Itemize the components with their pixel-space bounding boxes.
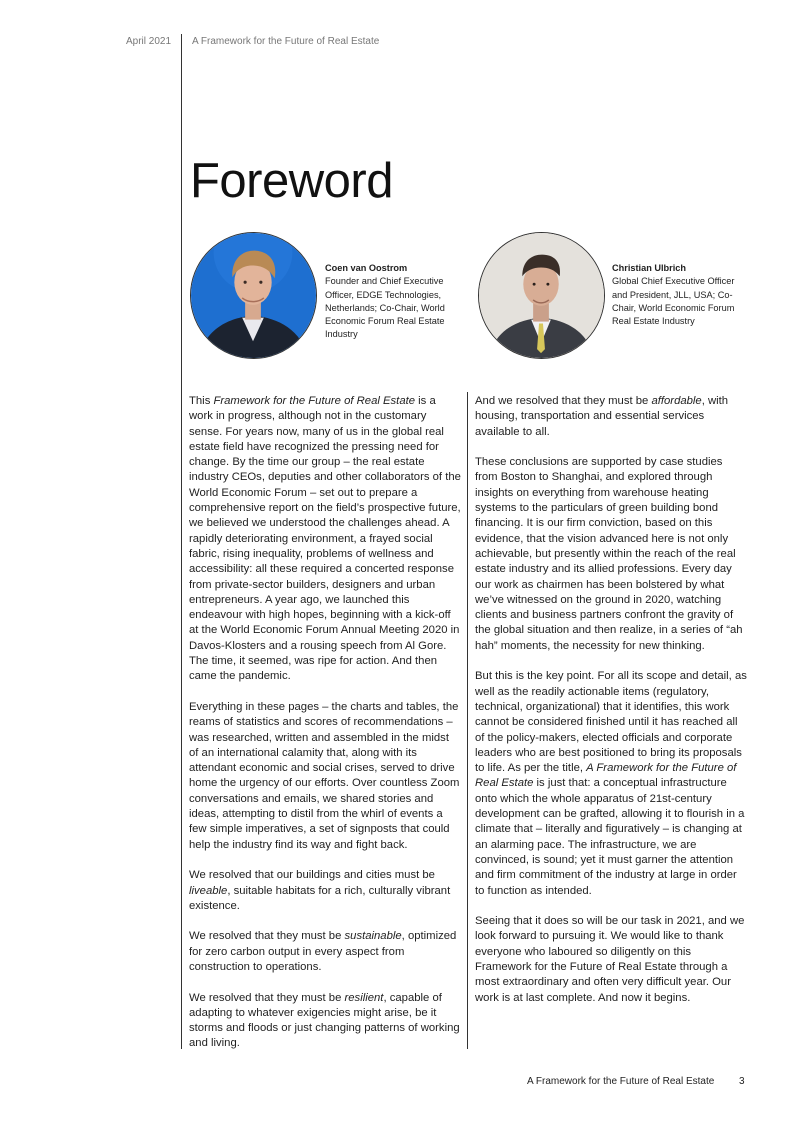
column-rule xyxy=(467,392,468,1049)
text-column-2 xyxy=(475,394,747,1021)
paragraph: We resolved that our buildings and cities must be liveable, suitable habitats for a rich, culturally vibrant existence. xyxy=(189,869,451,912)
text-column-1 xyxy=(189,394,461,1067)
paragraph: These conclusions are supported by case studies from Boston to Shanghai, and explored through insights on everything from warehouse heating systems to the particulars of green building bond financing. It is our firm conviction, based on this evidence, that the vision advanced here is not only achievable, but presently within the reach of the real estate industry and its allied professions. Every day our work as chairmen has been bolstered by what we’ve witnessed on the ground in 2020, watching clients and business partners confront the gravity of the global situation and then realize, in a series of “ah hah” moments, the necessity for new thinking. xyxy=(475,456,743,652)
header-date: April 2021 xyxy=(126,36,172,47)
page-number: 3 xyxy=(739,1076,745,1087)
author-name: Coen van Oostrom xyxy=(325,263,408,273)
footer-title: A Framework for the Future of Real Estate xyxy=(527,1076,715,1087)
author-role: Global Chief Executive Officer and President, JLL, USA; Co-Chair, World Economic Forum Real Estate Industry xyxy=(612,276,735,327)
paragraph: This Framework for the Future of Real Estate is a work in progress, although not in the customary sense. For years now, many of us in the global real estate field have recognized the pressing need for change. By the time our group – the real estate industry CEOs, deputies and other collaborators of the World Economic Forum – set out to prepare a comprehensive report on the field’s prospective future, we believed we understood the challenges ahead. A rapidly deteriorating environment, a frayed social fabric, rising inequality, problems of wellness and accessibility: all these required a concerted response from private-sector builders, designers and urban entrepreneurs. A year ago, we launched this endeavour with high hopes, beginning with a kick-off at the World Economic Forum Annual Meeting 2020 in Davos-Klosters and a rousing speech from Al Gore. The time, it seemed, was ripe for action. And then came the pandemic. xyxy=(189,395,461,683)
paragraph: We resolved that they must be resilient, capable of adapting to whatever exigencies might arise, be it storms and floods or just changing patterns of working and living. xyxy=(189,991,460,1050)
paragraph: And we resolved that they must be affordable, with housing, transportation and essential services available to all. xyxy=(475,395,729,438)
portrait-christian-ulbrich xyxy=(478,232,605,359)
header-title: A Framework for the Future of Real Estate xyxy=(192,36,380,47)
paragraph: Seeing that it does so will be our task in 2021, and we look forward to pursuing it. We would like to thank everyone who laboured so diligently on this Framework for the Future of Real Estate through a most extraordinary and often very difficult year. Our work is at last complete. And now it begins. xyxy=(475,915,745,1004)
author-bio-1 xyxy=(325,262,460,342)
author-name: Christian Ulbrich xyxy=(612,263,687,273)
page-title: Foreword xyxy=(190,154,393,208)
author-role: Founder and Chief Executive Officer, EDGE Technologies, Netherlands; Co-Chair, World Economic Forum Real Estate Industry xyxy=(325,276,445,340)
margin-rule xyxy=(181,34,182,1049)
portrait-photo xyxy=(479,233,604,358)
portrait-coen-van-oostrom xyxy=(190,232,317,359)
paragraph: But this is the key point. For all its scope and detail, as well as the readily actionable items (regulatory, technical, organizational) that it identifies, this work cannot be considered finished until it has reached all of the policy-makers, elected officials and corporate leaders who are best positioned to bring its proposals to life. As per the title, A Framework for the Future of Real Estate is just that: a conceptual infrastructure onto which the whole apparatus of 21st-century development can be grafted, allowing it to flourish in a climate that – literally and figuratively – is changing at an alarming pace. The infrastructure, we are convinced, is sound; yet it must garner the attention and firm commitment of the industry at large in order to function as intended. xyxy=(475,670,747,897)
paragraph: We resolved that they must be sustainable, optimized for zero carbon output in every aspect from construction to operations. xyxy=(189,930,457,973)
author-bio-2 xyxy=(612,262,747,328)
portrait-photo xyxy=(191,233,316,358)
paragraph: Everything in these pages – the charts and tables, the reams of statistics and scores of recommendations – was researched, written and assembled in the midst of an international calamity that, along with its attendant economic and social crises, served to drive home the urgency of our efforts. Over countless Zoom conversations and emails, we shared stories and ideas, attempting to distil from the whirl of events a few simple imperatives, a set of signposts that could help the industry find its way and fight back. xyxy=(189,700,460,851)
